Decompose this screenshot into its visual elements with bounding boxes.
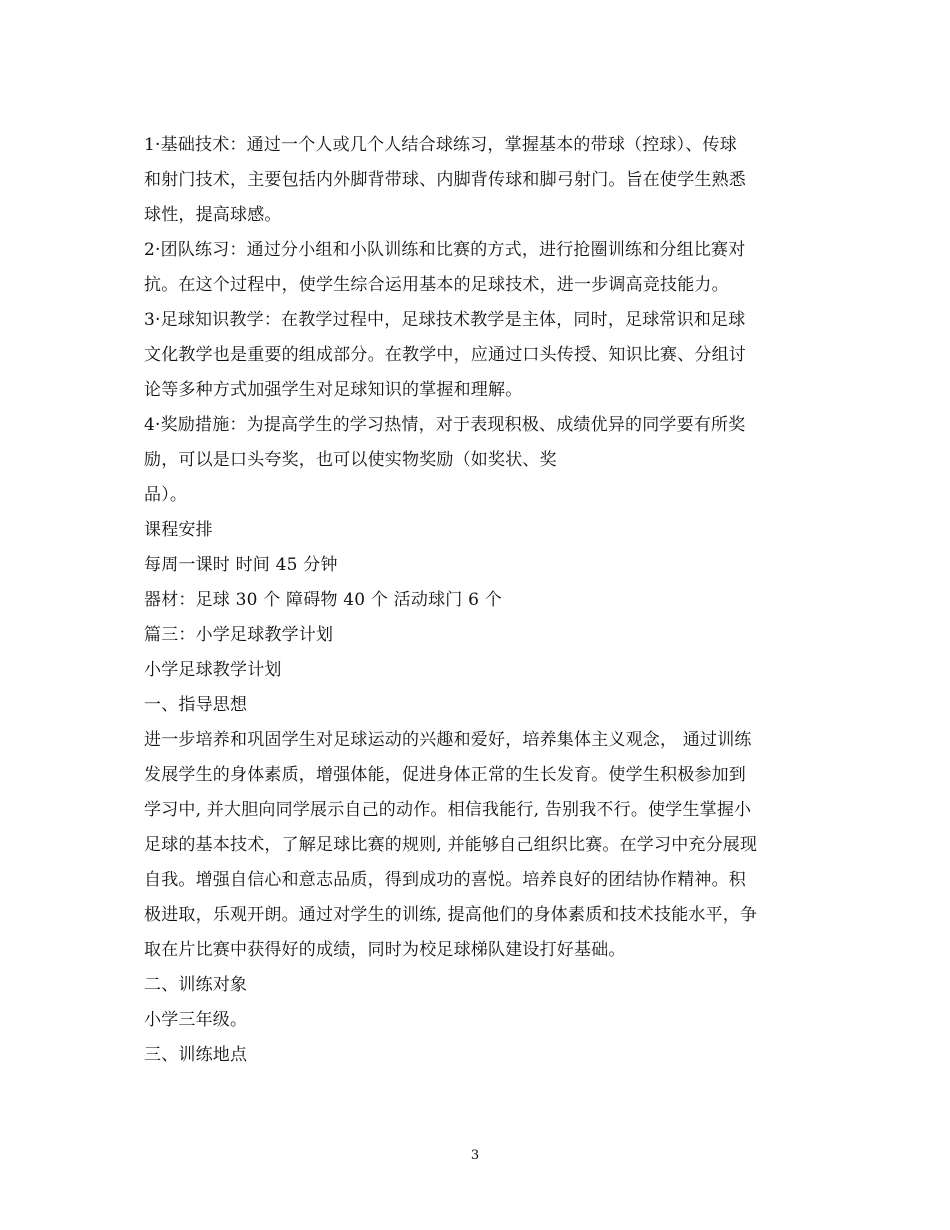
text-line: 文化教学也是重要的组成部分。在教学中，应通过口头传授、知识比赛、分组讨 bbox=[144, 345, 746, 365]
text-line: 足球的基本技术，了解足球比赛的规则, 并能够自己组织比赛。在学习中充分展现 bbox=[144, 835, 758, 855]
text-line: 1·基础技术：通过一个人或几个人结合球练习，掌握基本的带球（控球）、传球 bbox=[144, 135, 737, 155]
text-line: 学习中, 并大胆向同学展示自己的动作。相信我能行, 告别我不行。使学生掌握小 bbox=[144, 800, 752, 820]
text-line: 抗。在这个过程中，使学生综合运用基本的足球技术，进一步调高竞技能力。 bbox=[144, 275, 729, 295]
text-line: 2·团队练习：通过分小组和小队训练和比赛的方式，进行抢圈训练和分组比赛对 bbox=[144, 240, 746, 260]
text-line: 3·足球知识教学：在教学过程中，足球技术教学是主体，同时，足球常识和足球 bbox=[144, 310, 746, 330]
document-title: 小学足球教学计划 bbox=[144, 660, 282, 680]
text-line: 每周一课时 时间 45 分钟 bbox=[144, 555, 338, 575]
text-line: 进一步培养和巩固学生对足球运动的兴趣和爱好，培养集体主义观念， 通过训练 bbox=[144, 730, 752, 750]
text-line: 取在片比赛中获得好的成绩，同时为校足球梯队建设打好基础。 bbox=[144, 940, 626, 960]
text-line: 器材：足球 30 个 障碍物 40 个 活动球门 6 个 bbox=[144, 590, 502, 610]
text-line: 和射门技术，主要包括内外脚背带球、内脚背传球和脚弓射门。旨在使学生熟悉 bbox=[144, 170, 746, 190]
section-heading: 一、指导思想 bbox=[144, 695, 248, 715]
text-line: 4·奖励措施：为提高学生的学习热情，对于表现积极、成绩优异的同学要有所奖 bbox=[144, 415, 746, 435]
text-line: 发展学生的身体素质，增强体能，促进身体正常的生长发育。使学生积极参加到 bbox=[144, 765, 746, 785]
text-line: 自我。增强自信心和意志品质，得到成功的喜悦。培养良好的团结协作精神。积 bbox=[144, 870, 746, 890]
text-line: 球性，提高球感。 bbox=[144, 205, 282, 225]
section-heading: 三、训练地点 bbox=[144, 1045, 248, 1065]
text-line: 极进取，乐观开朗。通过对学生的训练, 提高他们的身体素质和技术技能水平，争 bbox=[144, 905, 758, 925]
section-heading: 二、训练对象 bbox=[144, 975, 248, 995]
text-line: 励，可以是口头夸奖，也可以使实物奖励（如奖状、奖 bbox=[144, 450, 557, 470]
document-body bbox=[144, 128, 812, 1073]
text-line: 品）。 bbox=[144, 485, 188, 505]
section-heading: 课程安排 bbox=[144, 520, 213, 540]
page-number: 3 bbox=[470, 1148, 480, 1163]
text-line: 小学三年级。 bbox=[144, 1010, 248, 1030]
section-heading: 篇三：小学足球教学计划 bbox=[144, 625, 334, 645]
text-line: 论等多种方式加强学生对足球知识的掌握和理解。 bbox=[144, 380, 523, 400]
